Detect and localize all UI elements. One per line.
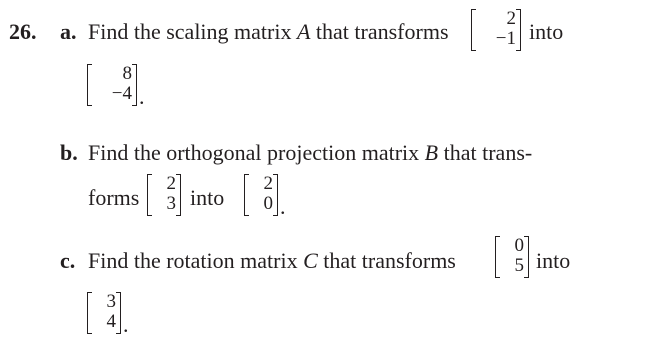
problem-number: 26. — [9, 19, 37, 44]
vector-entry: −1 — [495, 28, 516, 49]
vector-entry: 5 — [514, 255, 524, 276]
part-c-text: Find the rotation matrix C that transforms — [88, 248, 456, 273]
part-b-continuation: forms — [88, 185, 140, 210]
part-a-label: a. — [60, 19, 77, 44]
vector-entry: 3 — [166, 193, 176, 214]
part-a-text: Find the scaling matrix A that transforms — [88, 19, 449, 44]
vector-entry: 2 — [506, 8, 516, 29]
part-b-period: . — [280, 194, 286, 219]
part-b-from-vector — [147, 174, 181, 216]
part-a-from-vector — [471, 9, 521, 51]
part-b-text: Find the orthogonal projection matrix B that trans- — [88, 140, 533, 165]
vector-entry: 0 — [514, 235, 524, 256]
part-a-to-vector — [87, 64, 137, 106]
vector-entry: 2 — [166, 173, 176, 194]
part-c-label: c. — [60, 248, 76, 273]
part-a-period: . — [139, 84, 145, 109]
vector-entry: 8 — [122, 63, 132, 84]
vector-entry: −4 — [111, 83, 132, 104]
part-b-label: b. — [60, 140, 78, 165]
part-b-to-vector — [244, 174, 278, 216]
part-a-matrix-name: A — [296, 19, 311, 44]
vector-entry: 4 — [106, 311, 116, 332]
part-c-period: . — [123, 312, 129, 337]
part-c-to-vector — [87, 292, 121, 334]
vector-entry: 2 — [263, 173, 273, 194]
vector-entry: 3 — [106, 291, 116, 312]
part-c-from-vector — [495, 236, 529, 278]
part-a-into: into — [529, 19, 564, 44]
part-b-matrix-name: B — [424, 140, 439, 165]
part-c-into: into — [536, 248, 571, 273]
part-b-into: into — [190, 185, 225, 210]
part-c-matrix-name: C — [303, 248, 318, 273]
vector-entry: 0 — [263, 193, 273, 214]
